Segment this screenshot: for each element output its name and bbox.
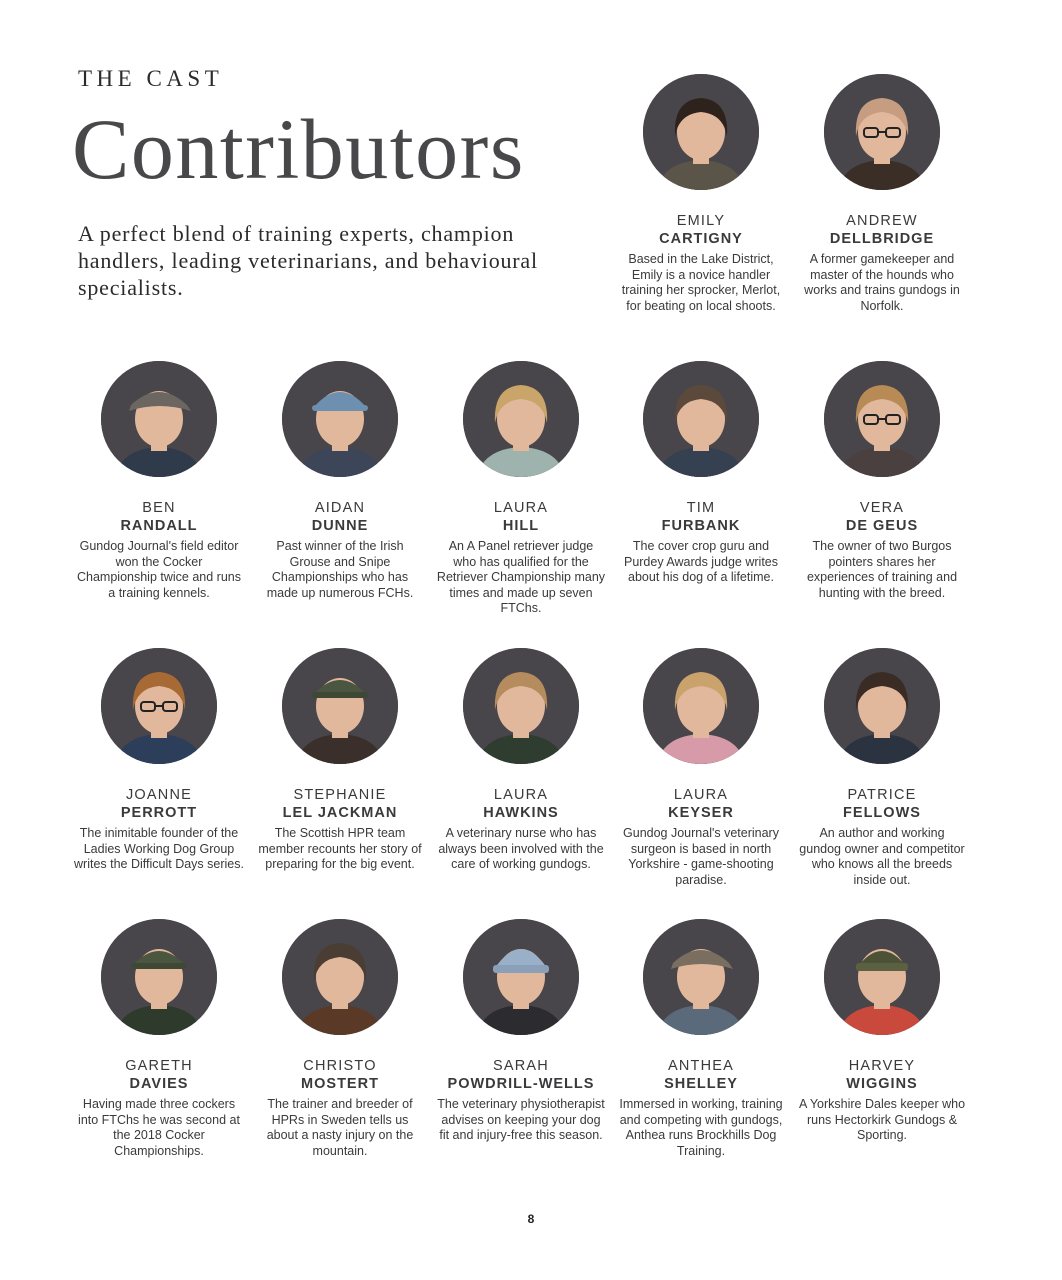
contributor-last-name: HILL	[502, 518, 540, 534]
contributor-card	[436, 919, 606, 1144]
contributor-bio: The trainer and breeder of HPRs in Sweden tells us about a nasty injury on the mountain.	[266, 1097, 414, 1158]
page-number: 8	[527, 1212, 535, 1226]
contributor-card	[436, 648, 606, 873]
contributor-bio: The owner of two Burgos pointers shares her experiences of training and hunting with the breed.	[806, 539, 958, 600]
contributor-photo	[463, 648, 579, 764]
contributor-last-name: DUNNE	[311, 518, 369, 534]
contributor-card	[797, 361, 967, 601]
contributor-first-name: SARAH	[493, 1058, 549, 1074]
contributor-last-name: WIGGINS	[846, 1076, 918, 1092]
contributor-last-name: DELLBRIDGE	[829, 231, 935, 247]
contributor-card	[616, 919, 786, 1159]
contributor-bio: An author and working gundog owner and competitor who knows all the breeds inside out.	[799, 826, 965, 887]
contributor-last-name: MOSTERT	[301, 1076, 379, 1092]
contributor-bio: The veterinary physiotherapist advises on keeping your dog fit and injury-free this season.	[437, 1097, 605, 1143]
contributor-card	[616, 361, 786, 586]
contributor-last-name: FURBANK	[661, 518, 741, 534]
contributor-card	[797, 648, 967, 888]
contributor-photo	[282, 919, 398, 1035]
contributor-first-name: GARETH	[125, 1058, 193, 1074]
contributor-photo	[101, 919, 217, 1035]
contributor-first-name: EMILY	[676, 213, 726, 229]
contributor-bio: Gundog Journal's veterinary surgeon is based in north Yorkshire - game-shooting paradise.	[623, 826, 779, 887]
contributor-photo	[824, 74, 940, 190]
contributor-first-name: ANDREW	[846, 213, 918, 229]
contributor-bio: Based in the Lake District, Emily is a novice handler training her sprocker, Merlot, for beating on local shoots.	[621, 252, 781, 313]
contributor-bio: Gundog Journal's field editor won the Cocker Championship twice and runs a training kennels.	[77, 539, 241, 600]
contributor-first-name: LAURA	[673, 787, 729, 803]
contributor-photo	[463, 919, 579, 1035]
contributor-bio: The cover crop guru and Purdey Awards judge writes about his dog of a lifetime.	[623, 539, 779, 585]
contributor-first-name: STEPHANIE	[293, 787, 387, 803]
contributor-card	[74, 919, 244, 1159]
contributor-last-name: POWDRILL-WELLS	[447, 1076, 595, 1092]
page-title: Contributors	[72, 101, 525, 197]
contributor-card	[616, 648, 786, 888]
contributor-bio: A veterinary nurse who has always been involved with the care of working gundogs.	[438, 826, 604, 872]
contributor-card	[74, 361, 244, 601]
contributor-last-name: KEYSER	[668, 805, 734, 821]
contributor-card	[797, 919, 967, 1144]
contributor-last-name: PERROTT	[120, 805, 198, 821]
contributor-last-name: SHELLEY	[664, 1076, 738, 1092]
contributor-photo	[101, 361, 217, 477]
contributor-card	[255, 361, 425, 601]
contributor-photo	[101, 648, 217, 764]
contributor-first-name: TIM	[686, 500, 716, 516]
contributor-photo	[643, 361, 759, 477]
contributor-card	[255, 919, 425, 1159]
contributor-photo	[824, 648, 940, 764]
contributor-bio: Having made three cockers into FTChs he was second at the 2018 Cocker Championships.	[78, 1097, 240, 1158]
contributor-first-name: VERA	[859, 500, 905, 516]
contributor-first-name: JOANNE	[125, 787, 192, 803]
contributor-photo	[282, 648, 398, 764]
contributor-photo	[282, 361, 398, 477]
contributor-photo	[463, 361, 579, 477]
contributor-bio: A Yorkshire Dales keeper who runs Hectorkirk Gundogs & Sporting.	[798, 1097, 966, 1143]
contributor-first-name: BEN	[142, 500, 176, 516]
contributor-photo	[824, 919, 940, 1035]
contributor-first-name: PATRICE	[847, 787, 917, 803]
contributor-photo	[643, 919, 759, 1035]
contributor-card	[797, 74, 967, 314]
contributor-card	[616, 74, 786, 314]
intro-text: A perfect blend of training experts, champion handlers, leading veterinarians, and behavioural specialists.	[78, 221, 538, 300]
contributor-bio: An A Panel retriever judge who has qualified for the Retriever Championship many times and made up seven FTChs.	[436, 539, 606, 616]
contributor-bio: The Scottish HPR team member recounts her story of preparing for the big event.	[258, 826, 422, 872]
contributor-first-name: AIDAN	[314, 500, 366, 516]
contributor-first-name: HARVEY	[848, 1058, 916, 1074]
contributor-photo	[643, 74, 759, 190]
contributor-photo	[643, 648, 759, 764]
contributor-bio: The inimitable founder of the Ladies Working Dog Group writes the Difficult Days series.	[74, 826, 244, 872]
contributor-last-name: FELLOWS	[843, 805, 921, 821]
contributor-last-name: DAVIES	[129, 1076, 189, 1092]
contributor-first-name: LAURA	[493, 787, 549, 803]
contributor-bio: Past winner of the Irish Grouse and Snipe Championships who has made up numerous FCHs.	[266, 539, 414, 600]
contributor-first-name: CHRISTO	[303, 1058, 377, 1074]
contributor-last-name: CARTIGNY	[659, 231, 743, 247]
contributor-card	[436, 361, 606, 617]
contributor-bio: Immersed in working, training and competing with gundogs, Anthea runs Brockhills Dog Training.	[619, 1097, 783, 1158]
contributor-card	[255, 648, 425, 873]
contributor-last-name: HAWKINS	[483, 805, 559, 821]
contributor-card	[74, 648, 244, 873]
contributor-first-name: ANTHEA	[667, 1058, 734, 1074]
contributor-first-name: LAURA	[493, 500, 549, 516]
contributor-photo	[824, 361, 940, 477]
contributor-last-name: RANDALL	[120, 518, 198, 534]
section-kicker: THE CAST	[78, 66, 224, 91]
contributor-last-name: LEL JACKMAN	[282, 805, 398, 821]
contributor-last-name: DE GEUS	[845, 518, 919, 534]
contributor-bio: A former gamekeeper and master of the hounds who works and trains gundogs in Norfolk.	[804, 252, 960, 313]
